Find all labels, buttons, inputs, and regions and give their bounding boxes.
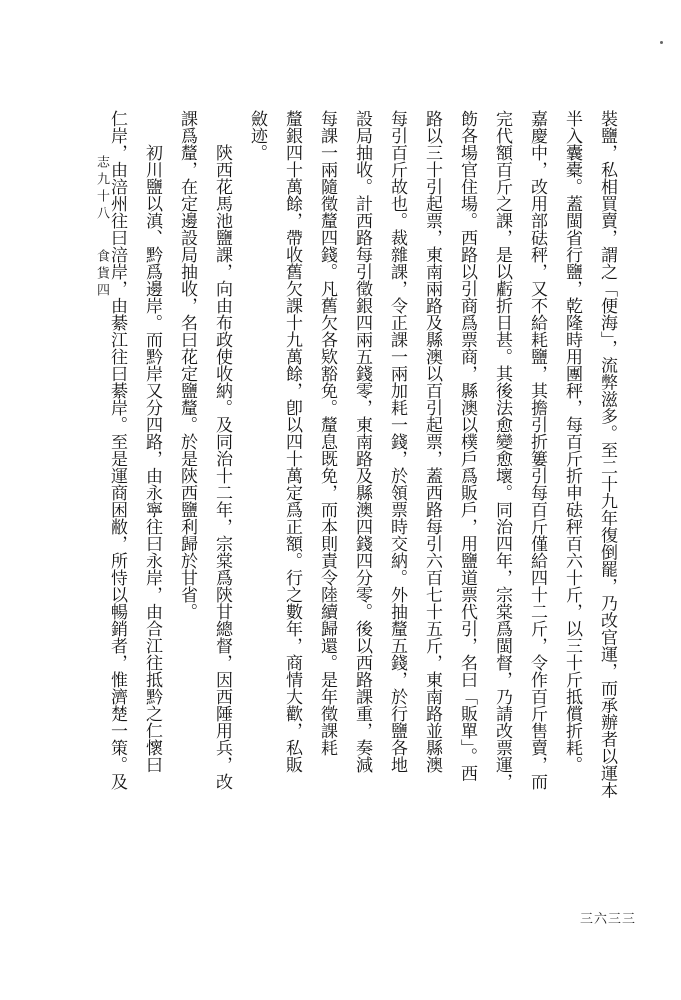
volume-label: 志九十八 (94, 155, 109, 223)
text-column: 初川鹽以滇、黔爲邊岸。而黔岸又分四路，由永寧往曰永岸，由合江往抵黔之仁懷曰 (142, 144, 162, 773)
paper-speck (660, 41, 663, 44)
text-column: 飭各場官住場。西路以引商爲票商，縣澳以樸戶爲販戶，用鹽道票代引，名曰「販單」。西 (457, 110, 477, 782)
text-column: 路以三十引起票，東南兩路及縣澳以百引起票，蓋西路每引六百七十五斤，東南路並縣澳 (422, 110, 442, 773)
page-number: 三六三三 (580, 912, 637, 927)
running-header (92, 155, 111, 300)
text-column: 每課一兩隨徵釐四錢。凡舊欠各欵豁免。釐息既免，而本則責令陸續歸還。是年徵課耗 (317, 110, 337, 756)
text-column: 完代額百斤之課，是以虧折日甚。其後法愈變愈壞。同治四年，宗棠爲閩督，乃請改票運， (492, 110, 512, 790)
text-column: 設局抽收。計西路每引徵銀四兩五錢零，東南路及縣澳四錢四分零。後以西路課重，奏減 (352, 110, 372, 773)
text-column: 課爲釐，在定邊設局抽收，名曰花定鹽釐。於是陝西鹽利歸於甘省。 (177, 110, 197, 620)
text-column: 釐銀四十萬餘，帶收舊欠課十九萬餘，卽以四十萬定爲正額。行之數年，商情大歡，私販 (282, 110, 302, 773)
body-text (100, 110, 620, 950)
text-column: 半入囊橐。蓋閩省行鹽，乾隆時用團秤，每百斤折申砝秤百六十斤，以三十斤抵償折耗。 (562, 110, 582, 773)
text-column: 陝西花馬池鹽課，向由布政使收納。及同治十二年，宗棠爲陝甘總督，因西陲用兵，改 (212, 144, 232, 790)
text-column: 斂迹。 (247, 110, 267, 161)
text-column: 裝鹽，私相買賣，謂之「便海」，流弊滋多。至二十九年復倒罷，乃改官運，而承辦者以運本 (597, 110, 617, 799)
text-column: 仁岸，由涪州往曰涪岸，由綦江往曰綦岸。至是運商困敝，所恃以暢銷者，惟濟楚一策。及 (107, 110, 127, 790)
text-column: 嘉慶中，改用部砝秤，又不給耗鹽，其擔引折簍引每百斤僅給四十二斤，令作百斤售賣，而 (527, 110, 547, 790)
section-label: 食貨四 (94, 249, 109, 300)
text-column: 每引百斤故也。裁雜課，令正課一兩加耗一錢，於領票時交納。外抽釐五錢，於行鹽各地 (387, 110, 407, 773)
